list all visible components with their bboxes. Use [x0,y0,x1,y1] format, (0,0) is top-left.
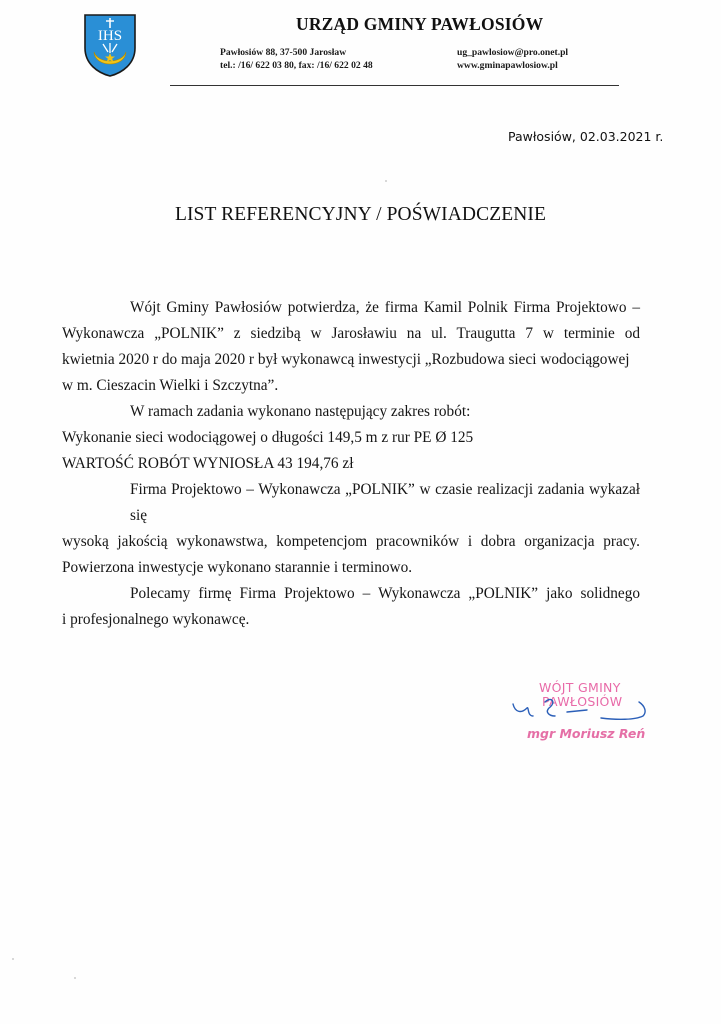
handwritten-signature-icon [505,690,655,730]
text-line: Wykonawcza „POLNIK” z siedzibą w Jarosławiu na ul. Traugutta 7 w terminie od [62,325,640,342]
svg-text:IHS: IHS [97,28,123,44]
paragraph-confirmation [62,295,640,399]
contact-address-block [220,46,373,72]
scope-item: Wykonanie sieci wodociągowej o długości 149,5 m z rur PE Ø 125 [62,429,474,446]
paragraph-recommendation [62,581,640,633]
coat-of-arms-icon [82,12,138,78]
scan-speck [385,180,387,182]
letter-body [62,295,640,633]
text-line: kwietnia 2020 r do maja 2020 r był wykonawcą inwestycji „Rozbudowa sieci wodociągowej [62,351,630,368]
works-value: WARTOŚĆ ROBÓT WYNIOSŁA 43 194,76 zł [62,455,354,472]
stamp-title: WÓJT GMINY [539,680,621,695]
website-link[interactable]: www.gminapawlosiow.pl [457,60,558,71]
paragraph-assessment [62,477,640,581]
text-line: i profesjonalnego wykonawcę. [62,611,250,628]
organization-name: URZĄD GMINY PAWŁOSIÓW [296,14,544,34]
stamp-name: mgr Moriusz Reń [527,726,646,741]
scan-speck [12,958,14,960]
text-line: Wójt Gminy Pawłosiów potwierdza, że firma Kamil Polnik Firma Projektowo – [130,299,640,316]
address: Pawłosiów 88, 37-500 Jarosław [220,47,347,58]
phone-fax: tel.: /16/ 622 03 80, fax: /16/ 622 02 48 [220,60,373,71]
text-line: w m. Cieszacin Wielki i Szczytna”. [62,377,279,394]
header-divider [170,85,619,86]
contact-online-block [457,46,568,72]
text-line: Powierzona inwestycje wykonano starannie i terminowo. [62,559,413,576]
text-line: Firma Projektowo – Wykonawcza „POLNIK” w czasie realizacji zadania wykazał się [130,481,640,524]
scope-intro: W ramach zadania wykonano następujący zakres robót: [130,403,471,420]
text-line: Polecamy firmę Firma Projektowo – Wykonawcza „POLNIK” jako solidnego [130,585,640,602]
email-link[interactable]: ug_pawlosiow@pro.onet.pl [457,47,569,58]
stamp-municipality: PAWŁOSIÓW [542,694,623,709]
text-line: wysoką jakością wykonawstwa, kompetencjom pracowników i dobra organizacja pracy. [62,533,640,550]
letter-date: Pawłosiów, 02.03.2021 r. [508,129,664,144]
document-title: LIST REFERENCYJNY / POŚWIADCZENIE [174,204,547,225]
scan-speck [74,977,76,979]
paragraph-scope [62,399,640,477]
